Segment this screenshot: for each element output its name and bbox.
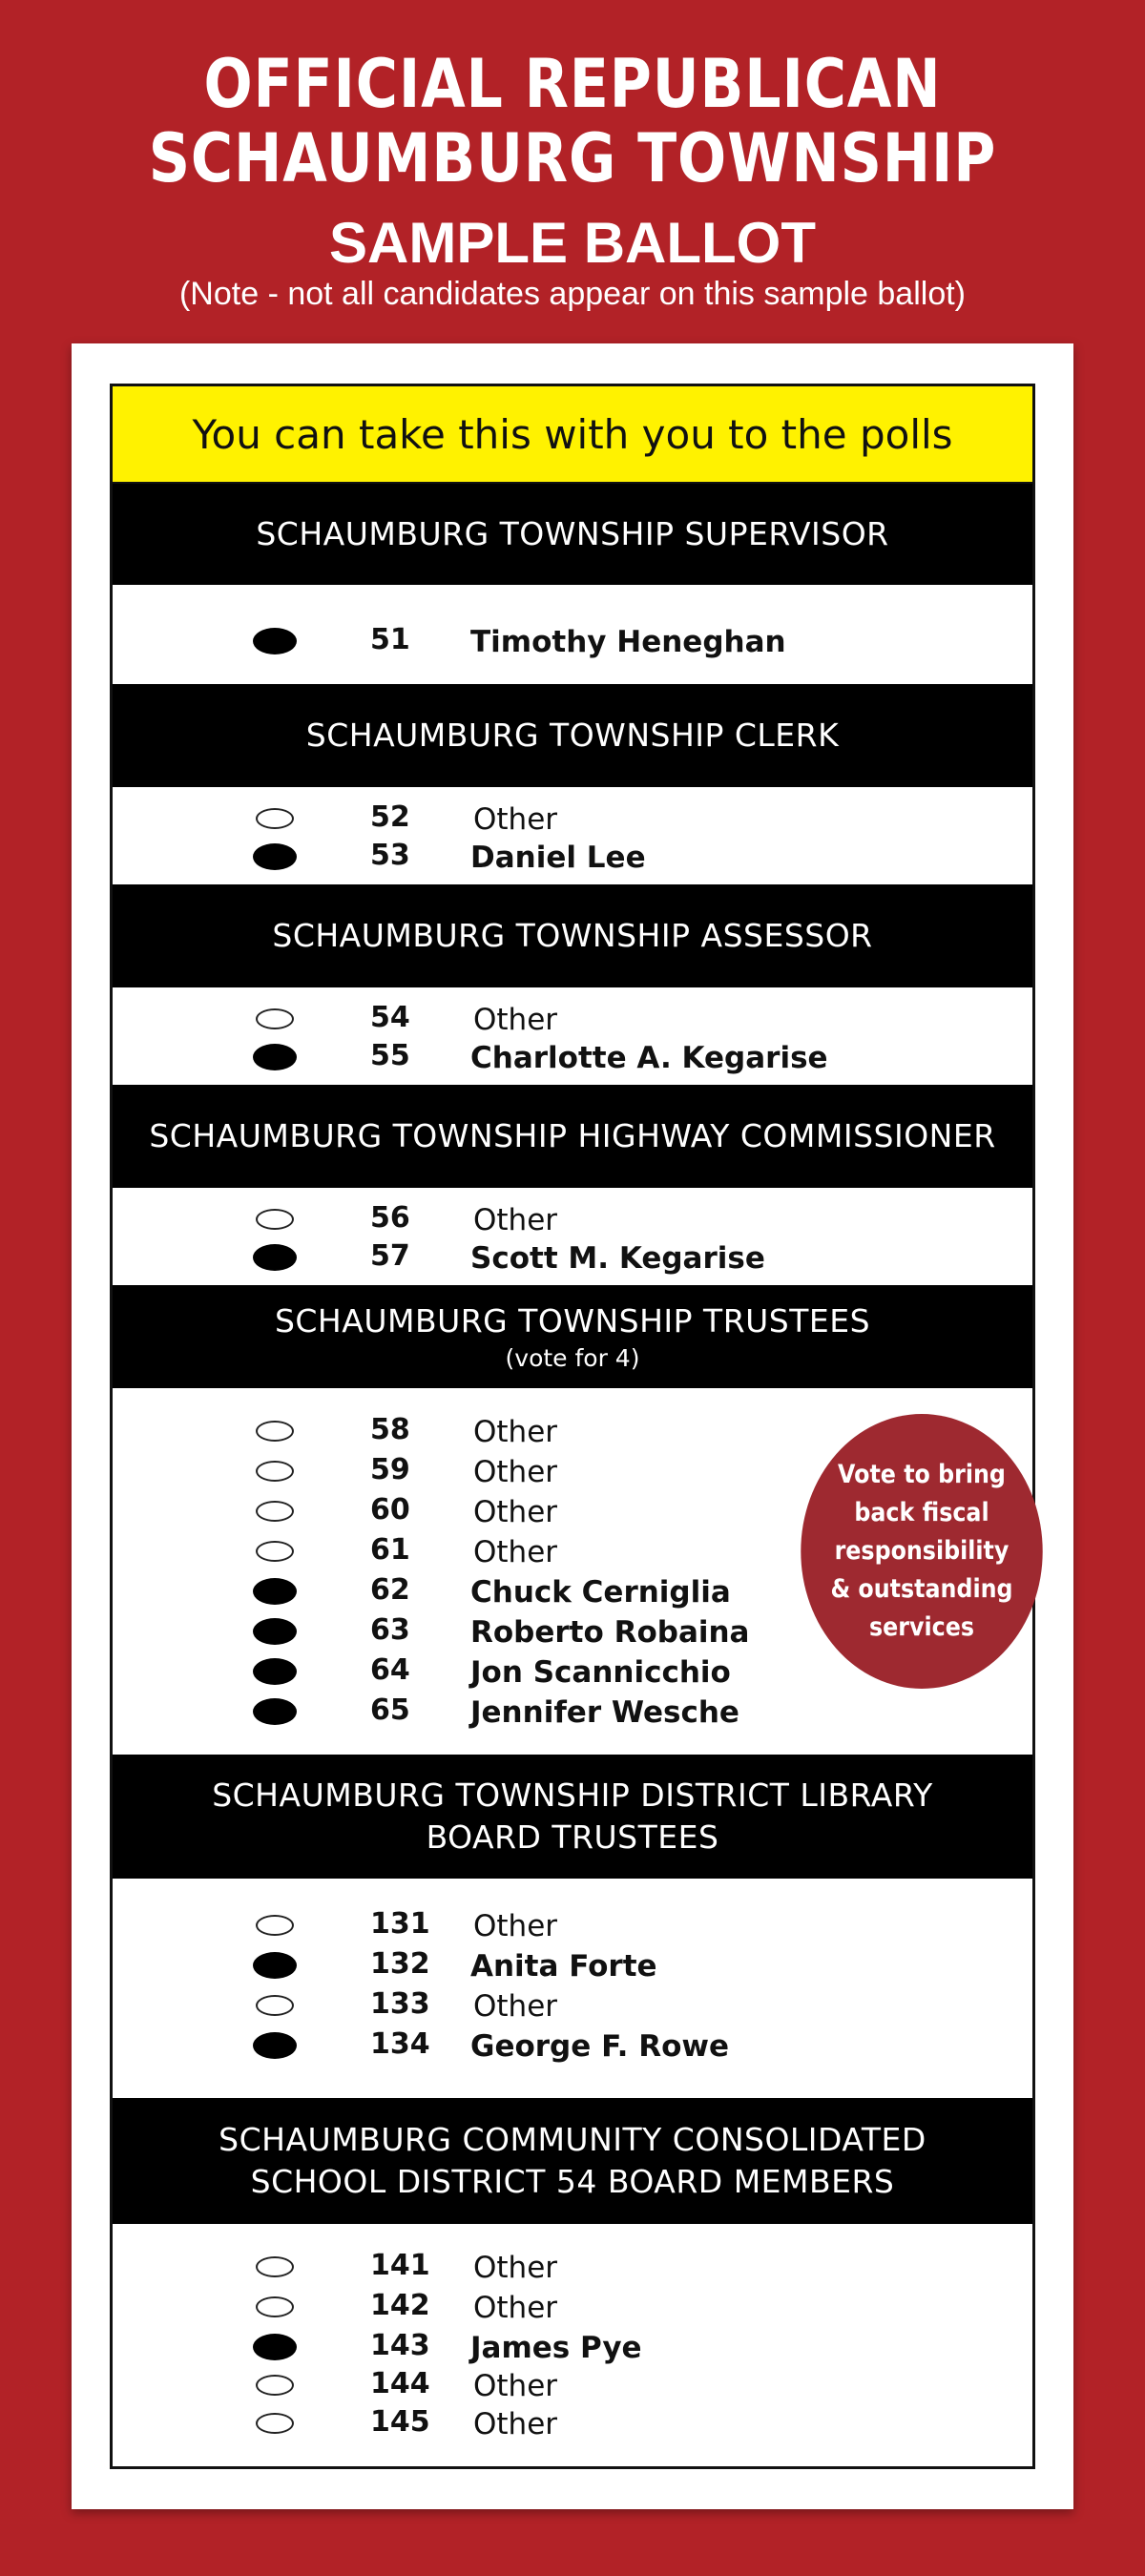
- office-header-library-board: [113, 1755, 1032, 1879]
- ballot-number: 145: [370, 2405, 430, 2439]
- vote-oval[interactable]: [256, 1995, 294, 2016]
- candidate-name: George F. Rowe: [470, 2029, 730, 2064]
- vote-oval[interactable]: [253, 1658, 297, 1685]
- candidate-name: Jennifer Wesche: [470, 1695, 739, 1730]
- candidate-name: Other: [473, 1455, 558, 1489]
- candidate-name: Daniel Lee: [470, 841, 646, 875]
- vote-oval[interactable]: [253, 1244, 297, 1271]
- vote-oval[interactable]: [253, 1698, 297, 1725]
- office-title: SCHAUMBURG TOWNSHIP SUPERVISOR: [256, 515, 889, 552]
- ballot-number: 64: [370, 1653, 410, 1687]
- candidate-name: Scott M. Kegarise: [470, 1241, 765, 1276]
- candidate-name: Other: [473, 2251, 558, 2285]
- ballot-number: 59: [370, 1453, 410, 1486]
- candidate-row[interactable]: [113, 2405, 1032, 2443]
- candidate-row[interactable]: [113, 623, 1032, 661]
- ballot-number: 143: [370, 2329, 430, 2362]
- candidate-row[interactable]: [113, 800, 1032, 839]
- candidate-row[interactable]: [113, 2249, 1032, 2287]
- candidate-name: Other: [473, 2291, 558, 2325]
- candidate-name: Other: [473, 1003, 558, 1037]
- ballot-number: 58: [370, 1413, 410, 1446]
- candidate-row[interactable]: [113, 2367, 1032, 2405]
- candidate-name: Other: [473, 802, 558, 837]
- candidate-row[interactable]: [113, 1907, 1032, 1945]
- vote-oval[interactable]: [256, 1421, 294, 1442]
- office-header-trustees: [113, 1285, 1032, 1388]
- office-title-line-1: SCHAUMBURG TOWNSHIP DISTRICT LIBRARY: [212, 1776, 933, 1814]
- office-title: SCHAUMBURG TOWNSHIP ASSESSOR: [272, 917, 873, 954]
- vote-oval[interactable]: [253, 1952, 297, 1979]
- ballot-number: 134: [370, 2027, 430, 2061]
- candidate-row[interactable]: [113, 839, 1032, 877]
- vote-for-note: (vote for 4): [505, 1344, 640, 1372]
- vote-oval[interactable]: [253, 843, 297, 870]
- vote-oval[interactable]: [253, 2032, 297, 2059]
- vote-oval[interactable]: [256, 1461, 294, 1482]
- ballot-number: 52: [370, 800, 410, 834]
- vote-oval[interactable]: [256, 2413, 294, 2434]
- vote-oval[interactable]: [253, 1578, 297, 1605]
- title-line-1: OFFICIAL REPUBLICAN: [203, 45, 942, 123]
- candidate-name: Anita Forte: [470, 1949, 657, 1984]
- candidate-name: Other: [473, 1415, 558, 1449]
- candidate-name: Roberto Robaina: [470, 1615, 750, 1650]
- candidate-name: Jon Scannicchio: [470, 1655, 731, 1690]
- ballot-number: 144: [370, 2367, 430, 2400]
- candidate-row[interactable]: [113, 1239, 1032, 1278]
- vote-oval[interactable]: [256, 2296, 294, 2317]
- candidate-row[interactable]: [113, 1947, 1032, 1985]
- office-header-assessor: [113, 884, 1032, 987]
- candidate-row[interactable]: [113, 1039, 1032, 1077]
- office-header-highway-commissioner: [113, 1085, 1032, 1188]
- vote-oval[interactable]: [253, 628, 297, 654]
- polls-banner: You can take this with you to the polls: [113, 386, 1032, 484]
- ballot-number: 131: [370, 1907, 430, 1941]
- subtitle: SAMPLE BALLOT: [329, 211, 816, 275]
- vote-oval[interactable]: [253, 1618, 297, 1645]
- candidate-row[interactable]: [113, 1693, 1032, 1732]
- vote-oval[interactable]: [253, 2334, 297, 2360]
- ballot-number: 61: [370, 1533, 410, 1567]
- ballot-number: 54: [370, 1001, 410, 1034]
- candidate-row[interactable]: [113, 2329, 1032, 2367]
- office-title-line-1: SCHAUMBURG COMMUNITY CONSOLIDATED: [219, 2121, 926, 2158]
- ballot-number: 53: [370, 839, 410, 872]
- ballot-number: 132: [370, 1947, 430, 1981]
- candidate-name: Other: [473, 1535, 558, 1569]
- candidate-row[interactable]: [113, 1001, 1032, 1039]
- candidate-row[interactable]: [113, 2289, 1032, 2327]
- title-line-2: SCHAUMBURG TOWNSHIP: [148, 119, 997, 197]
- vote-oval[interactable]: [256, 1501, 294, 1522]
- vote-oval[interactable]: [256, 2375, 294, 2396]
- candidate-name: Timothy Heneghan: [470, 625, 786, 659]
- vote-oval[interactable]: [256, 1008, 294, 1029]
- callout-circle: Vote to bring back fiscal responsibility & outstanding services: [801, 1414, 1042, 1689]
- office-title: SCHAUMBURG TOWNSHIP CLERK: [305, 717, 840, 754]
- ballot-number: 62: [370, 1573, 410, 1607]
- candidate-row[interactable]: [113, 1201, 1032, 1239]
- vote-oval[interactable]: [256, 1541, 294, 1562]
- ballot-number: 133: [370, 1987, 430, 2021]
- office-header-school-district: [113, 2098, 1032, 2224]
- candidate-name: Other: [473, 1989, 558, 2024]
- ballot-number: 55: [370, 1039, 410, 1072]
- office-header-clerk: [113, 684, 1032, 787]
- candidate-name: Other: [473, 2369, 558, 2403]
- ballot-number: 142: [370, 2289, 430, 2322]
- office-title-line-2: BOARD TRUSTEES: [426, 1818, 719, 1856]
- candidate-name: Chuck Cerniglia: [470, 1575, 731, 1610]
- candidate-name: Charlotte A. Kegarise: [470, 1041, 828, 1075]
- ballot-number: 60: [370, 1493, 410, 1527]
- office-header-supervisor: [113, 484, 1032, 585]
- ballot-number: 56: [370, 1201, 410, 1235]
- vote-oval[interactable]: [256, 808, 294, 829]
- vote-oval[interactable]: [256, 1915, 294, 1936]
- vote-oval[interactable]: [256, 1209, 294, 1230]
- candidate-name: James Pye: [470, 2331, 642, 2365]
- vote-oval[interactable]: [253, 1044, 297, 1070]
- candidate-row[interactable]: [113, 2027, 1032, 2066]
- office-title: SCHAUMBURG TOWNSHIP HIGHWAY COMMISSIONER: [149, 1117, 996, 1154]
- ballot-number: 57: [370, 1239, 410, 1273]
- candidate-name: Other: [473, 2407, 558, 2441]
- ballot-number: 63: [370, 1613, 410, 1647]
- office-title: SCHAUMBURG TOWNSHIP TRUSTEES: [274, 1302, 871, 1340]
- candidate-name: Other: [473, 1909, 558, 1943]
- candidate-name: Other: [473, 1203, 558, 1237]
- header-note: (Note - not all candidates appear on this sample ballot): [178, 276, 967, 312]
- vote-oval[interactable]: [256, 2256, 294, 2277]
- office-title-line-2: SCHOOL DISTRICT 54 BOARD MEMBERS: [250, 2163, 895, 2200]
- ballot-number: 65: [370, 1693, 410, 1727]
- ballot-number: 141: [370, 2249, 430, 2282]
- candidate-name: Other: [473, 1495, 558, 1529]
- candidate-row[interactable]: [113, 1987, 1032, 2025]
- ballot-number: 51: [370, 623, 410, 656]
